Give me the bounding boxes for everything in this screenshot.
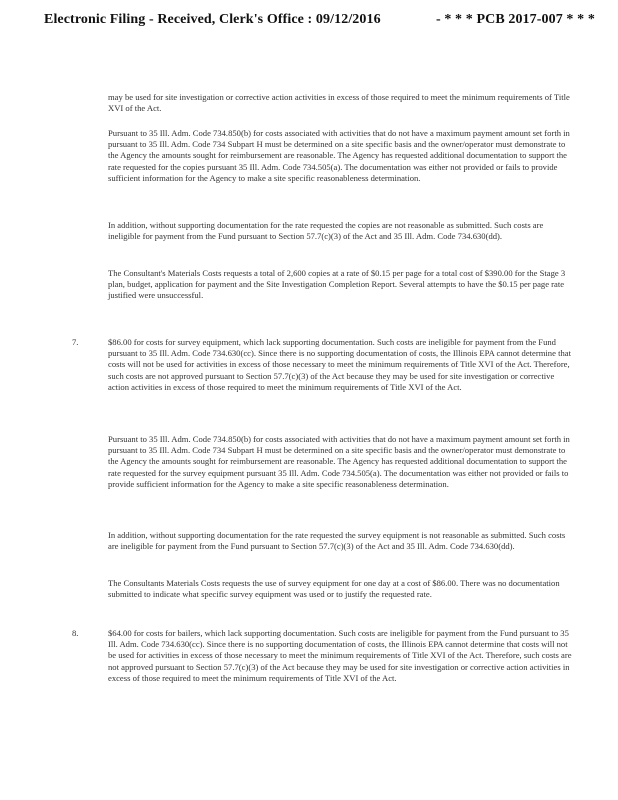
paragraph-survey-addition: In addition, without supporting documentation for the rate requested the survey equipment is not reasonable as submitted. Such costs are ineligible for payment from the Fund pursuant to Section 57.7(c)(3) of the Act and 35 Ill. Adm. Code 734.630(dd). (108, 530, 566, 552)
item-number-7: 7. (72, 337, 79, 347)
filing-stamp-text: Electronic Filing - Received, Clerk's Office : 09/12/2016 (44, 12, 381, 27)
paragraph-copies-addition: In addition, without supporting documentation for the rate requested the copies are not reasonable as submitted. Such costs are ineligible for payment from the Fund pursuant to Section 57.7(c)(3) of the Act and 35 Ill. Adm. Code 734.630(dd). (108, 220, 544, 242)
paragraph-copies-materials: The Consultant's Materials Costs requests a total of 2,600 copies at a rate of $0.15 per page for a total cost of $390.00 for the Stage 3 plan, budget, application for payment and the Site Investigation Completion Report. Several attempts to have the $0.15 per page rate justified were unsuccessful. (108, 268, 566, 301)
paragraph-copies-rate: Pursuant to 35 Ill. Adm. Code 734.850(b) for costs associated with activities that do not have a maximum payment amount set forth in pursuant to 35 Ill. Adm. Code 734 Subpart H must be determined on a site specific basis and the owner/operator must demonstrate to the Agency the amounts sought for reimbursement are reasonable. The Agency has requested additional documentation to support the rate requested for the copies pursuant 35 Ill. Adm. Code 734.505(a). The documentation was either not provided or fails to provide sufficient information for the Agency to make a site specific reasonableness determination. (108, 128, 570, 183)
item-number-8: 8. (72, 628, 79, 638)
paragraph-survey-equipment: $86.00 for costs for survey equipment, which lack supporting documentation. Such costs are ineligible for payment from the Fund pursuant to 35 Ill. Adm. Code 734.630(cc). Since there is no supporting documentation of costs, the Illinois EPA cannot determine that costs will not be used for activities in excess of those necessary to meet the minimum requirements of Title XVI of the Act. Therefore, such costs are not approved pursuant to Section 57.7(c)(3) of the Act because they may be used for site investigation or corrective action activities in excess of those required to meet the minimum requirements of Title XVI of the Act. (108, 337, 571, 392)
paragraph-bailers: $64.00 for costs for bailers, which lack supporting documentation. Such costs are ineligible for payment from the Fund pursuant to 35 Ill. Adm. Code 734.630(cc). Since there is no supporting documentation of costs, the Illinois EPA cannot determine that costs will not be used for activities in excess of those necessary to meet the minimum requirements of Title XVI of the Act. Therefore, such costs are not approved pursuant to Section 57.7(c)(3) of the Act because they may be used for site investigation or corrective action activities in excess of those required to meet the minimum requirements of Title XVI of the Act. (108, 628, 572, 683)
case-number-text: - * * * PCB 2017-007 * * * (436, 12, 595, 27)
paragraph-survey-rate: Pursuant to 35 Ill. Adm. Code 734.850(b) for costs associated with activities that do not have a maximum payment amount set forth in pursuant to 35 Ill. Adm. Code 734 Subpart H must be determined on a site specific basis and the owner/operator must demonstrate to the Agency the amounts sought for reimbursement are reasonable. The Agency has requested additional documentation to support the rate requested for the survey equipment pursuant 35 Ill. Adm. Code 734.505(a). The documentation was either not provided or fails to provide sufficient information for the Agency to make a site specific reasonableness determination. (108, 434, 570, 489)
paragraph-survey-materials: The Consultants Materials Costs requests the use of survey equipment for one day at a cost of $86.00. There was no documentation submitted to indicate what specific survey equipment was used or to justify the requested rate. (108, 578, 560, 600)
paragraph-continuation: may be used for site investigation or corrective action activities in excess of those required to meet the minimum requirements of Title XVI of the Act. (108, 92, 570, 114)
